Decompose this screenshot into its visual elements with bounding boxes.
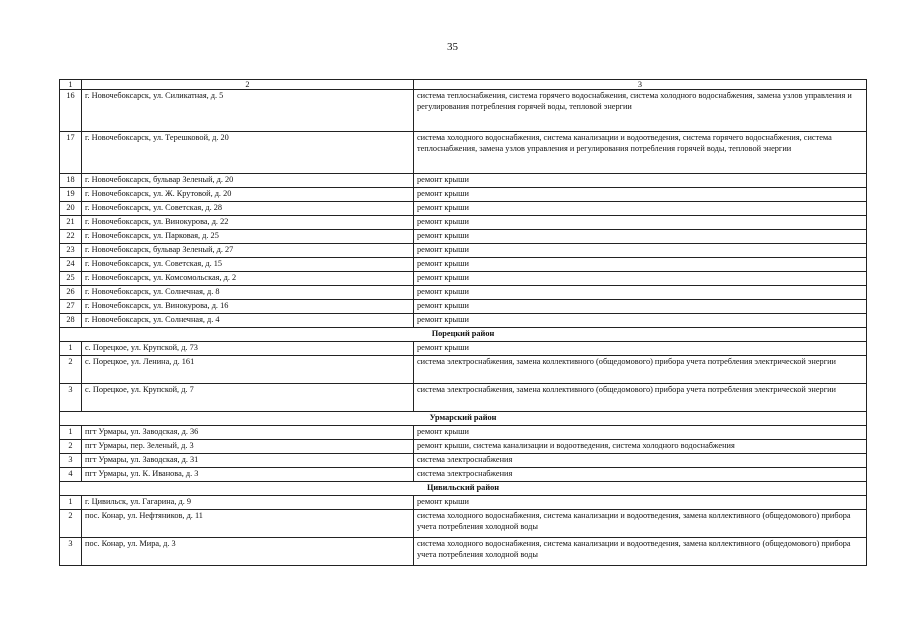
address-cell: с. Порецкое, ул. Ленина, д. 161 [82,356,414,384]
table-row [60,426,867,440]
works-cell: система холодного водоснабжения, система канализации и водоотведения, замена коллективного (общедомового) прибора учета потребления холодной воды [414,510,867,538]
table-row [60,342,867,356]
row-number-cell: 19 [60,188,82,202]
address-cell: г. Новочебоксарск, ул. Винокурова, д. 16 [82,300,414,314]
address-cell: г. Новочебоксарск, ул. Советская, д. 15 [82,258,414,272]
address-cell: пгт Урмары, пер. Зеленый, д. 3 [82,440,414,454]
table-row [60,244,867,258]
row-number-cell: 3 [60,454,82,468]
table-row [60,440,867,454]
address-cell: г. Новочебоксарск, ул. Терешковой, д. 20 [82,132,414,174]
address-cell: г. Новочебоксарск, ул. Силикатная, д. 5 [82,90,414,132]
row-number-cell: 4 [60,468,82,482]
works-cell: система электроснабжения, замена коллективного (общедомового) прибора учета потребления электрической энергии [414,384,867,412]
table-row [60,496,867,510]
table-row [60,174,867,188]
works-cell: ремонт крыши [414,342,867,356]
row-number-cell: 20 [60,202,82,216]
works-cell: ремонт крыши, система канализации и водоотведения, система холодного водоснабжения [414,440,867,454]
row-number-cell: 24 [60,258,82,272]
row-number-cell: 1 [60,496,82,510]
table-row [60,230,867,244]
table-row [60,300,867,314]
district-title: Цивильский район [60,482,867,496]
works-cell: ремонт крыши [414,216,867,230]
row-number-cell: 21 [60,216,82,230]
works-cell: система электроснабжения [414,454,867,468]
row-number-cell: 3 [60,538,82,566]
table-row [60,258,867,272]
address-cell: пгт Урмары, ул. Заводская, д. 36 [82,426,414,440]
address-cell: пгт Урмары, ул. Заводская, д. 31 [82,454,414,468]
address-cell: с. Порецкое, ул. Крупской, д. 73 [82,342,414,356]
header-col-2: 2 [82,80,414,90]
table-row [60,468,867,482]
table-row [60,272,867,286]
row-number-cell: 22 [60,230,82,244]
table-row [60,384,867,412]
district-title: Урмарский район [60,412,867,426]
repair-works-table [59,79,867,566]
works-cell: система электроснабжения [414,468,867,482]
works-cell: ремонт крыши [414,230,867,244]
works-cell: ремонт крыши [414,496,867,510]
row-number-cell: 18 [60,174,82,188]
row-number-cell: 23 [60,244,82,258]
page-number: 35 [447,41,458,53]
works-cell: ремонт крыши [414,286,867,300]
row-number-cell: 27 [60,300,82,314]
address-cell: с. Порецкое, ул. Крупской, д. 7 [82,384,414,412]
table-row [60,454,867,468]
district-header-row [60,482,867,496]
works-cell: ремонт крыши [414,174,867,188]
address-cell: г. Новочебоксарск, ул. Винокурова, д. 22 [82,216,414,230]
works-cell: система холодного водоснабжения, система канализации и водоотведения, замена коллективного (общедомового) прибора учета потребления холодной воды [414,538,867,566]
row-number-cell: 1 [60,426,82,440]
table-row [60,356,867,384]
address-cell: г. Новочебоксарск, ул. Комсомольская, д. 2 [82,272,414,286]
table-header-row [60,80,867,90]
address-cell: г. Новочебоксарск, ул. Парковая, д. 25 [82,230,414,244]
address-cell: г. Новочебоксарск, ул. Ж. Крутовой, д. 20 [82,188,414,202]
table-row [60,538,867,566]
works-cell: система холодного водоснабжения, система канализации и водоотведения, система горячего водоснабжения, система теплоснабжения, замена узлов управления и регулирования потребления горячей воды, тепловой энергии [414,132,867,174]
header-col-3: 3 [414,80,867,90]
address-cell: г. Новочебоксарск, бульвар Зеленый, д. 20 [82,174,414,188]
address-cell: г. Новочебоксарск, ул. Советская, д. 28 [82,202,414,216]
row-number-cell: 26 [60,286,82,300]
table-row [60,314,867,328]
table-row [60,202,867,216]
table-row [60,286,867,300]
address-cell: пос. Конар, ул. Мира, д. 3 [82,538,414,566]
table-row [60,90,867,132]
works-cell: ремонт крыши [414,426,867,440]
row-number-cell: 2 [60,510,82,538]
row-number-cell: 2 [60,356,82,384]
row-number-cell: 16 [60,90,82,132]
works-cell: ремонт крыши [414,258,867,272]
address-cell: пгт Урмары, ул. К. Иванова, д. 3 [82,468,414,482]
table-row [60,510,867,538]
works-cell: ремонт крыши [414,272,867,286]
address-cell: г. Новочебоксарск, ул. Солнечная, д. 8 [82,286,414,300]
address-cell: пос. Конар, ул. Нефтяников, д. 11 [82,510,414,538]
row-number-cell: 1 [60,342,82,356]
works-cell: ремонт крыши [414,300,867,314]
works-cell: ремонт крыши [414,244,867,258]
works-cell: ремонт крыши [414,314,867,328]
row-number-cell: 25 [60,272,82,286]
table-row [60,188,867,202]
district-header-row [60,412,867,426]
row-number-cell: 2 [60,440,82,454]
district-header-row [60,328,867,342]
table-row [60,132,867,174]
row-number-cell: 28 [60,314,82,328]
works-cell: ремонт крыши [414,202,867,216]
row-number-cell: 17 [60,132,82,174]
address-cell: г. Цивильск, ул. Гагарина, д. 9 [82,496,414,510]
row-number-cell: 3 [60,384,82,412]
address-cell: г. Новочебоксарск, ул. Солнечная, д. 4 [82,314,414,328]
works-cell: система электроснабжения, замена коллективного (общедомового) прибора учета потребления электрической энергии [414,356,867,384]
table-body [60,80,867,566]
address-cell: г. Новочебоксарск, бульвар Зеленый, д. 27 [82,244,414,258]
header-col-1: 1 [60,80,82,90]
district-title: Порецкий район [60,328,867,342]
works-cell: система теплоснабжения, система горячего водоснабжения, система холодного водоснабжения, замена узлов управления и регулирования потребления горячей воды, тепловой энергии [414,90,867,132]
works-cell: ремонт крыши [414,188,867,202]
table-row [60,216,867,230]
